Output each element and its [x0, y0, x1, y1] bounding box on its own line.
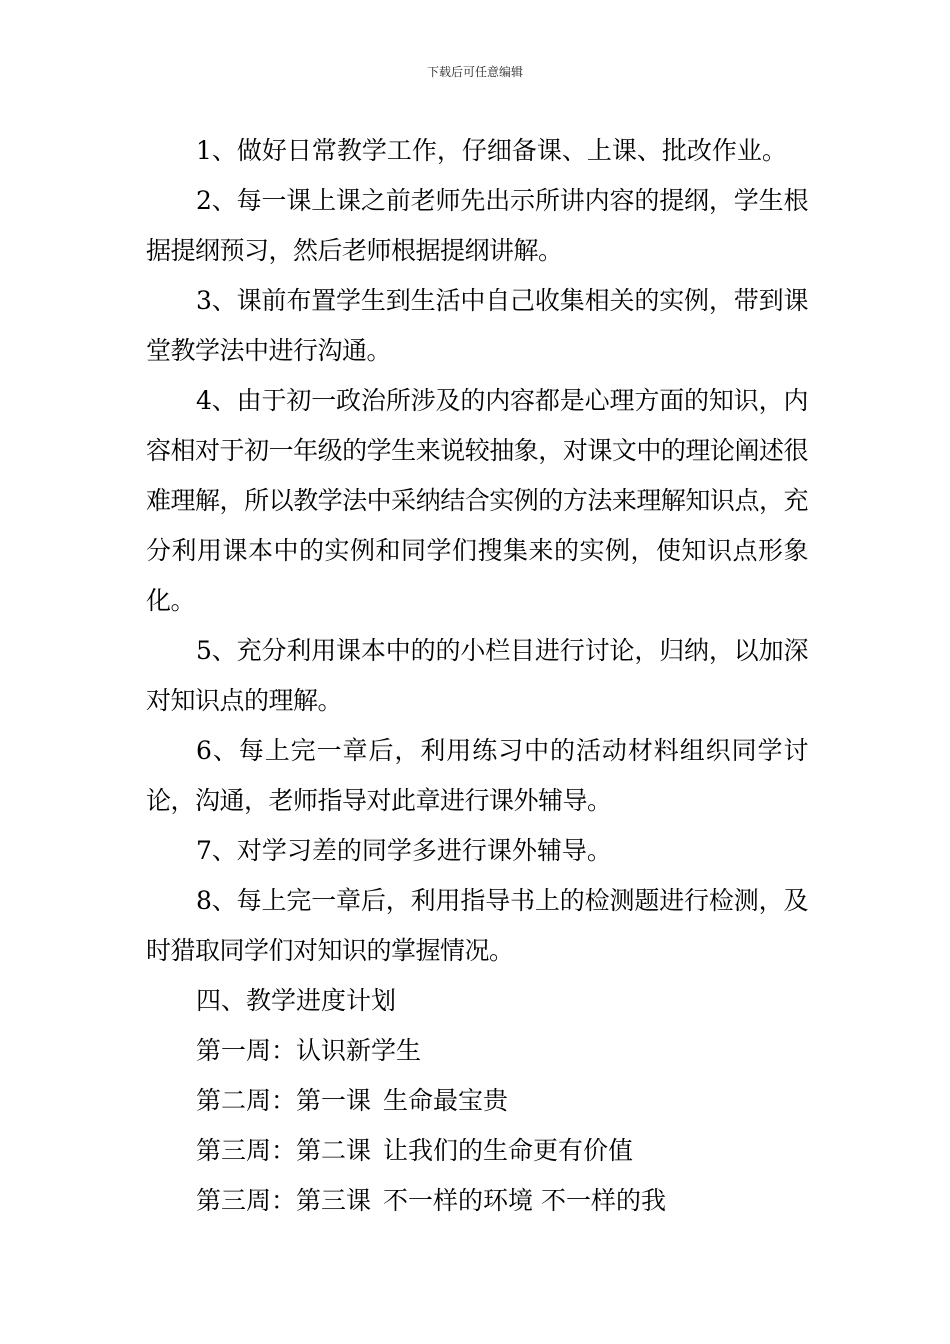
schedule-week: 第二周：: [196, 1086, 297, 1115]
schedule-lesson: 认识新学生: [296, 1036, 422, 1065]
schedule-week: 第三周：: [196, 1186, 297, 1215]
paragraph-8: 8、每上完一章后，利用指导书上的检测题进行检测，及时猎取同学们对知识的掌握情况。: [146, 886, 808, 965]
paragraph-6: 6、每上完一章后，利用练习中的活动材料组织同学讨论，沟通，老师指导对此章进行课外辅导。: [146, 736, 808, 815]
schedule-lesson: 第二课: [296, 1136, 372, 1165]
document-body: [146, 126, 808, 1226]
paragraph-4: 4、由于初一政治所涉及的内容都是心理方面的知识，内容相对于初一年级的学生来说较抽象，对课文中的理论阐述很难理解，所以教学法中采纳结合实例的方法来理解知识点，充分利用课本中的实例和同学们搜集来的实例，使知识点形象化。: [146, 386, 808, 615]
schedule-row-4: [146, 1176, 808, 1226]
paragraph-5: 5、充分利用课本中的的小栏目进行讨论，归纳，以加深对知识点的理解。: [146, 636, 808, 715]
schedule-title: 让我们的生命更有价值: [383, 1136, 634, 1165]
schedule-title: 生命最宝贵: [383, 1086, 509, 1115]
paragraph-3: 3、课前布置学生到生活中自己收集相关的实例，带到课堂教学法中进行沟通。: [146, 286, 808, 365]
header-note: 下载后可任意编辑: [426, 65, 523, 79]
schedule-week: 第三周：: [196, 1136, 297, 1165]
schedule-row-2: [146, 1076, 808, 1126]
schedule-row-3: [146, 1126, 808, 1176]
paragraph-7: 7、对学习差的同学多进行课外辅导。: [196, 836, 612, 865]
paragraph-2: 2、每一课上课之前老师先出示所讲内容的提纲，学生根据提纲预习，然后老师根据提纲讲解。: [146, 186, 808, 265]
schedule-week: 第一周：: [196, 1036, 297, 1065]
schedule-lesson: 第三课: [296, 1186, 372, 1215]
schedule-row-1: [146, 1026, 808, 1076]
paragraph-1: 1、做好日常教学工作，仔细备课、上课、批改作业。: [196, 136, 787, 165]
section-heading-schedule: 四、教学进度计划: [196, 986, 397, 1015]
schedule-title: 不一样的环境 不一样的我: [383, 1186, 666, 1215]
schedule-lesson: 第一课: [296, 1086, 372, 1115]
